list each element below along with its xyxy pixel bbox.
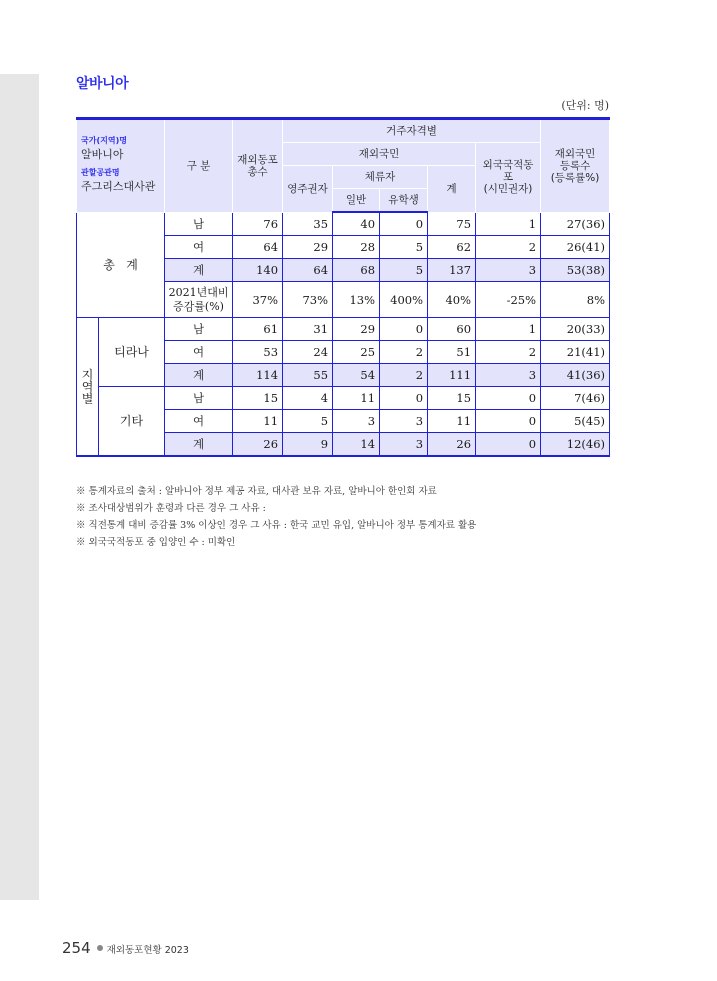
cell: 64 xyxy=(283,259,333,282)
row-label-female: 여 xyxy=(165,236,233,259)
cell: 1 xyxy=(476,318,541,341)
cell: 41(36) xyxy=(541,364,610,387)
cell: 55 xyxy=(283,364,333,387)
unit-label: (단위: 명) xyxy=(561,99,609,112)
country-header xyxy=(77,119,165,213)
cell: 26 xyxy=(428,433,476,457)
cell: 29 xyxy=(283,236,333,259)
page-margin-band xyxy=(0,74,39,900)
students-header: 유학생 xyxy=(380,189,428,213)
cell: 14 xyxy=(333,433,380,457)
cell: 114 xyxy=(233,364,283,387)
cell: 0 xyxy=(380,212,428,236)
cell: 5 xyxy=(380,236,428,259)
cell: 27(36) xyxy=(541,212,610,236)
row-label-female: 여 xyxy=(165,341,233,364)
group-region: 지 역 별 xyxy=(77,318,99,457)
cell: 35 xyxy=(283,212,333,236)
region-tirana: 티라나 xyxy=(99,318,165,387)
cell: 0 xyxy=(380,318,428,341)
cell: 73% xyxy=(283,282,333,318)
row-label-male: 남 xyxy=(165,387,233,410)
cell: 15 xyxy=(233,387,283,410)
cell: 140 xyxy=(233,259,283,282)
cell: 28 xyxy=(333,236,380,259)
cell: 3 xyxy=(380,410,428,433)
cell: 40 xyxy=(333,212,380,236)
cell: 12(46) xyxy=(541,433,610,457)
cell: 0 xyxy=(380,387,428,410)
sojourners-header: 체류자 xyxy=(333,166,428,189)
cell: 68 xyxy=(333,259,380,282)
cell: 24 xyxy=(283,341,333,364)
cell: 61 xyxy=(233,318,283,341)
cell: 0 xyxy=(476,410,541,433)
cell: 4 xyxy=(283,387,333,410)
group-total: 총 계 xyxy=(77,212,165,318)
cell: 5(45) xyxy=(541,410,610,433)
cell: 5 xyxy=(283,410,333,433)
cell: 5 xyxy=(380,259,428,282)
cell: 11 xyxy=(428,410,476,433)
cell: 2 xyxy=(476,341,541,364)
subtotal-header: 계 xyxy=(428,166,476,213)
cell: 21(41) xyxy=(541,341,610,364)
cell: 62 xyxy=(428,236,476,259)
footnote: ※ 직전통계 대비 증감률 3% 이상인 경우 그 사유 : 한국 교민 유입, 알바니아 정부 통계자료 활용 xyxy=(76,520,477,531)
cell: 11 xyxy=(233,410,283,433)
footnotes xyxy=(76,483,476,551)
cell: 15 xyxy=(428,387,476,410)
cell: 3 xyxy=(380,433,428,457)
cell: 3 xyxy=(333,410,380,433)
row-label-sum: 계 xyxy=(165,259,233,282)
cell: 37% xyxy=(233,282,283,318)
cell: 53 xyxy=(233,341,283,364)
cell: 25 xyxy=(333,341,380,364)
row-label-female: 여 xyxy=(165,410,233,433)
residence-status-header: 거주자격별 xyxy=(283,119,541,143)
region-other: 기타 xyxy=(99,387,165,457)
country-label: 국가(지역)명 xyxy=(81,136,127,146)
consulate-name: 주그리스대사관 xyxy=(81,180,156,194)
cell: 29 xyxy=(333,318,380,341)
page-title: 알바니아 xyxy=(76,76,129,92)
cell: 3 xyxy=(476,259,541,282)
book-title: 재외동포현황 2023 xyxy=(106,945,189,956)
row-label-change: 2021년대비 증감률(%) xyxy=(165,282,233,318)
cell: 53(38) xyxy=(541,259,610,282)
general-header: 일반 xyxy=(333,189,380,213)
cell: 7(46) xyxy=(541,387,610,410)
footnote: ※ 조사대상범위가 훈령과 다른 경우 그 사유 : xyxy=(76,503,266,514)
footnote: ※ 통계자료의 출처 : 알바니아 정부 제공 자료, 대사관 보유 자료, 알바니아 한인회 자료 xyxy=(76,486,437,497)
row-label-sum: 계 xyxy=(165,364,233,387)
cell: 2 xyxy=(380,341,428,364)
cell: 26(41) xyxy=(541,236,610,259)
cell: 51 xyxy=(428,341,476,364)
row-label-male: 남 xyxy=(165,212,233,236)
page-footer xyxy=(62,938,189,957)
cell: 26 xyxy=(233,433,283,457)
cell: 20(33) xyxy=(541,318,610,341)
cell: 3 xyxy=(476,364,541,387)
table-row xyxy=(77,212,610,236)
cell: 54 xyxy=(333,364,380,387)
row-label-sum: 계 xyxy=(165,433,233,457)
cell: -25% xyxy=(476,282,541,318)
cell: 111 xyxy=(428,364,476,387)
cell: 9 xyxy=(283,433,333,457)
nationals-header: 재외국민 xyxy=(283,143,476,166)
cell: 1 xyxy=(476,212,541,236)
foreign-nationals-header: 외국국적동포 (시민권자) xyxy=(476,143,541,213)
footnote: ※ 외국국적동포 중 입양인 수 : 미확인 xyxy=(76,537,236,548)
cell: 64 xyxy=(233,236,283,259)
cell: 13% xyxy=(333,282,380,318)
statistics-table xyxy=(76,117,610,457)
cell: 0 xyxy=(476,433,541,457)
cell: 11 xyxy=(333,387,380,410)
cell: 2 xyxy=(476,236,541,259)
cell: 137 xyxy=(428,259,476,282)
cell: 40% xyxy=(428,282,476,318)
total-header: 재외동포 총수 xyxy=(233,119,283,213)
row-label-male: 남 xyxy=(165,318,233,341)
cell: 76 xyxy=(233,212,283,236)
cell: 0 xyxy=(476,387,541,410)
cell: 60 xyxy=(428,318,476,341)
permanent-header: 영주권자 xyxy=(283,166,333,213)
cell: 75 xyxy=(428,212,476,236)
cell: 8% xyxy=(541,282,610,318)
bullet-icon xyxy=(97,945,103,951)
page-number: 254 xyxy=(62,939,91,957)
cell: 400% xyxy=(380,282,428,318)
cell: 2 xyxy=(380,364,428,387)
cell: 31 xyxy=(283,318,333,341)
registered-header: 재외국민 등록수 (등록률%) xyxy=(541,119,610,213)
consulate-label: 관할공관명 xyxy=(81,168,120,178)
table-row xyxy=(77,387,610,410)
country-name: 알바니아 xyxy=(81,148,124,162)
table-row xyxy=(77,318,610,341)
category-header: 구 분 xyxy=(165,119,233,213)
